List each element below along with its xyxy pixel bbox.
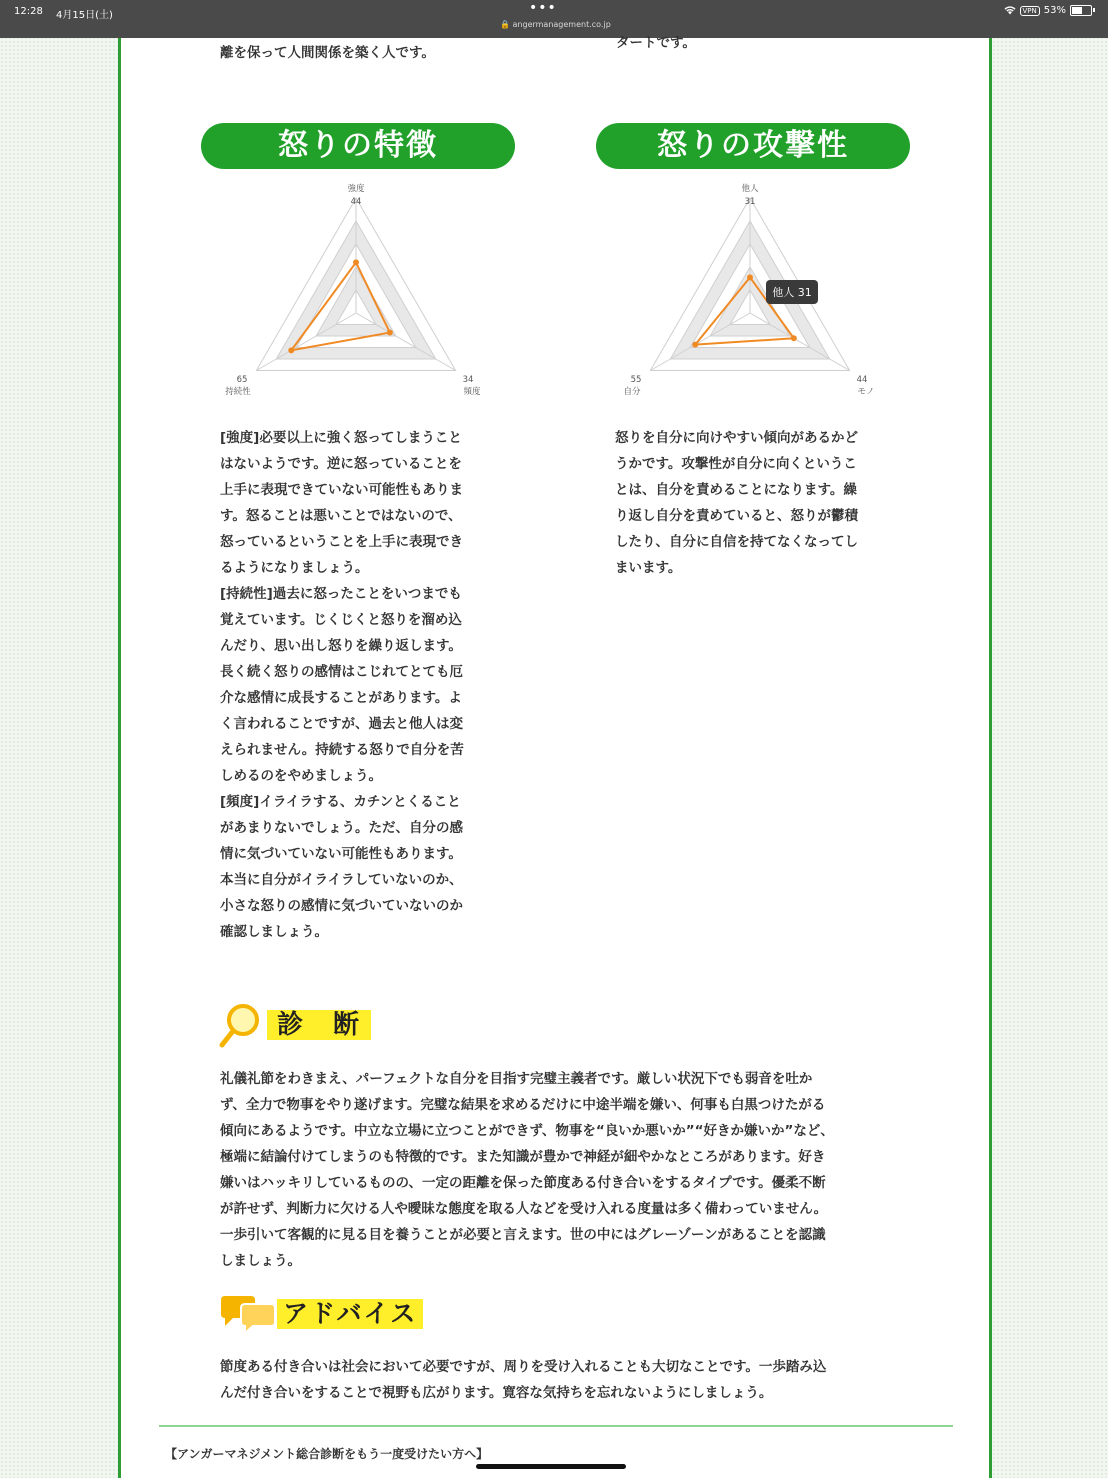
radar-data-point-頻度[interactable] <box>387 330 393 336</box>
advice-line: んだ付き合いをすることで視野も広がります。寛容な気持ちを忘れないようにしましょう。 <box>220 1385 773 1401</box>
advice-text <box>220 1354 920 1406</box>
description-line: とは、自分を責めることになります。繰 <box>615 482 857 498</box>
anger-aggression-radar-chart <box>585 178 915 408</box>
status-date: 4月15日(土) <box>56 10 113 21</box>
status-bar <box>0 0 1108 38</box>
tooltip-text: 他人 31 <box>772 286 812 299</box>
anger-characteristics-radar-chart <box>191 178 521 408</box>
radar-axis-label: モノ <box>857 387 875 397</box>
description-line: 小さな怒りの感情に気づいていないのか <box>220 898 463 914</box>
anger-characteristics-title: 怒りの特徴 <box>201 123 515 169</box>
description-line: 長く続く怒りの感情はこじれてとても厄 <box>220 664 463 680</box>
home-indicator[interactable] <box>476 1464 626 1469</box>
characteristics-description <box>220 425 520 945</box>
description-line: 本当に自分がイライラしていないのか、 <box>220 872 463 888</box>
aggression-description <box>615 425 915 581</box>
diagnosis-heading <box>219 1002 371 1048</box>
radar-value-label: 34 <box>462 375 474 385</box>
description-line: うかです。攻撃性が自分に向くというこ <box>615 456 857 472</box>
description-line: [頻度]イライラする、カチンとくること <box>220 794 461 810</box>
radar-data-point-モノ[interactable] <box>791 335 797 341</box>
description-line: したり、自分に自信を持てなくなってし <box>615 534 858 550</box>
description-line: があまりないでしょう。ただ、自分の感 <box>220 820 463 836</box>
description-line: く言われることですが、過去と他人は変 <box>220 716 463 732</box>
description-line: 怒っているということを上手に表現でき <box>220 534 463 550</box>
description-line: はないようです。逆に怒っていることを <box>220 456 462 472</box>
top-text-left: 離を保って人間関係を築く人です。 <box>220 45 435 61</box>
radar-data-point-他人[interactable] <box>747 274 753 280</box>
description-line: [持続性]過去に怒ったことをいつまでも <box>220 586 462 602</box>
browser-menu-dots[interactable]: ••• <box>529 0 557 16</box>
description-line: 上手に表現できていない可能性もありま <box>220 482 463 498</box>
radar-data-point-強度[interactable] <box>353 259 359 265</box>
anger-aggression-title: 怒りの攻撃性 <box>596 123 910 169</box>
radar-value-label: 55 <box>630 375 642 385</box>
chart-tooltip <box>766 280 818 304</box>
url-bar[interactable]: 🔒 angermanagement.co.jp <box>500 20 611 29</box>
diagnosis-line: 傾向にあるようです。中立な立場に立つことができず、物事を“良いか悪いか”“好きか嫌いか”など、 <box>220 1123 834 1139</box>
magnifier-icon <box>219 1002 263 1048</box>
diagnosis-line: 極端に結論付けてしまうのも特徴的です。また知識が豊かで神経が細やかなところがあります。好き <box>220 1149 826 1165</box>
radar-data-point-持続性[interactable] <box>288 347 294 353</box>
advice-line: 節度ある付き合いは社会において必要ですが、周りを受け入れることも大切なことです。一歩踏み込 <box>220 1359 827 1375</box>
description-line: 怒りを自分に向けやすい傾向があるかど <box>615 430 858 446</box>
description-line: しめるのをやめましょう。 <box>220 768 382 784</box>
diagnosis-line: 嫌いはハッキリしているものの、一定の距離を保った節度ある付き合いをするタイプです。優柔不断 <box>220 1175 826 1191</box>
advice-title: アドバイス <box>277 1299 423 1329</box>
retake-link-heading[interactable]: 【アンガーマネジメント総合診断をもう一度受けたい方へ】 <box>165 1447 489 1461</box>
description-line: んだり、思い出し怒りを繰り返します。 <box>220 638 462 654</box>
description-line: まいます。 <box>615 560 682 576</box>
diagnosis-line: 礼儀礼節をわきまえ、パーフェクトな自分を目指す完璧主義者です。厳しい状況下でも弱音を吐か <box>220 1071 813 1087</box>
description-line: 情に気づいていない可能性もあります。 <box>220 846 462 862</box>
diagnosis-text <box>220 1066 920 1274</box>
status-time: 12:28 <box>14 6 43 17</box>
status-right <box>1004 5 1092 16</box>
radar-axis-label: 持続性 <box>225 387 251 397</box>
description-line: り返し自分を責めていると、怒りが鬱積 <box>615 508 858 524</box>
radar-axis-label: 強度 <box>347 184 365 194</box>
diagnosis-line: しましょう。 <box>220 1253 301 1269</box>
wifi-icon <box>1004 6 1016 15</box>
diagnosis-line: ず、全力で物事をやり遂げます。完璧な結果を求めるだけに中途半端を嫌い、何事も白黒つけたがる <box>220 1097 826 1113</box>
description-line: 確認しましょう。 <box>220 924 328 940</box>
url-text: angermanagement.co.jp <box>512 20 611 29</box>
diagnosis-line: 一歩引いて客観的に見る目を養うことが必要と言えます。世の中にはグレーゾーンがあることを認識 <box>220 1227 826 1243</box>
speech-bubbles-icon <box>219 1294 279 1334</box>
advice-heading <box>219 1294 423 1334</box>
description-line: 介な感情に成長することがあります。よ <box>220 690 462 706</box>
battery-icon <box>1070 5 1092 16</box>
description-line: えられません。持続する怒りで自分を苦 <box>220 742 464 758</box>
radar-axis-label: 自分 <box>623 387 641 397</box>
battery-percent: 53% <box>1043 5 1066 16</box>
vpn-badge: VPN <box>1020 6 1040 16</box>
diagnosis-title: 診 断 <box>267 1010 371 1040</box>
result-page <box>118 35 992 1478</box>
diagnosis-line: が許せず、判断力に欠ける人や曖昧な態度を取る人などを受け入れる度量は多く備わっていません。 <box>220 1201 828 1217</box>
radar-value-label: 65 <box>236 375 248 385</box>
description-line: [強度]必要以上に強く怒ってしまうこと <box>220 430 462 446</box>
description-line: す。怒ることは悪いことではないので、 <box>220 508 462 524</box>
radar-value-label: 44 <box>350 197 362 207</box>
description-line: 覚えています。じくじくと怒りを溜め込 <box>220 612 462 628</box>
radar-value-label: 44 <box>856 375 868 385</box>
radar-data-point-自分[interactable] <box>692 342 698 348</box>
radar-value-label: 31 <box>744 197 756 207</box>
top-text-right: タートです。 <box>616 35 696 51</box>
radar-axis-label: 他人 <box>741 184 759 194</box>
description-line: るようになりましょう。 <box>220 560 369 576</box>
radar-axis-label: 頻度 <box>463 387 481 397</box>
section-divider <box>159 1425 953 1427</box>
